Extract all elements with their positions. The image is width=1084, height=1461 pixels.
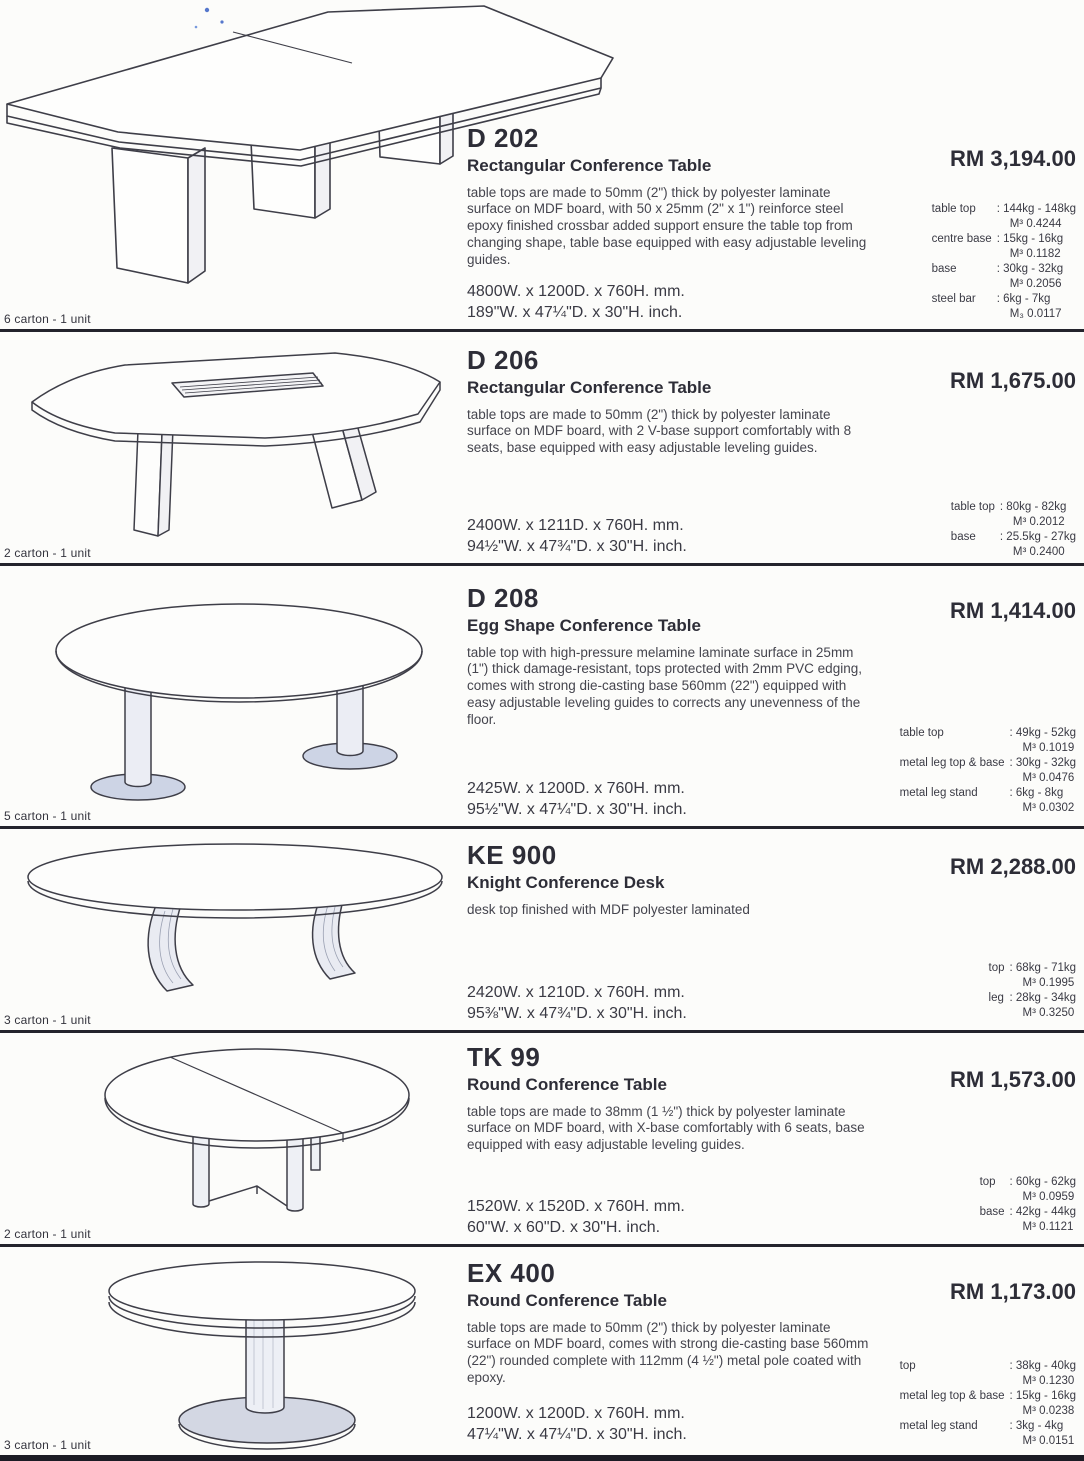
- spec-value: : 28kg - 34kg: [1009, 991, 1076, 1004]
- conference-table-drawing: [75, 1038, 440, 1240]
- spec-label: table top: [931, 203, 976, 215]
- spec-label: base: [950, 530, 976, 543]
- spec-volume: M³ 0.4244: [1009, 217, 1062, 230]
- product-name: Round Conference Table: [467, 1074, 667, 1094]
- product-row: [0, 829, 1084, 1033]
- spec-volume: M³ 0.1121: [1022, 1220, 1074, 1233]
- spec-volume: M³ 0.2012: [1012, 515, 1065, 528]
- price: RM 1,675.00: [950, 368, 1076, 393]
- dimensions: [467, 779, 687, 820]
- model-number: D 208: [467, 583, 539, 613]
- dimensions-mm: 1200W. x 1200D. x 760H. mm.: [467, 1405, 685, 1423]
- spec-value: : 6kg - 8kg: [1009, 786, 1064, 799]
- product-row: [0, 0, 1084, 332]
- spec-value: : 60kg - 62kg: [1009, 1176, 1076, 1188]
- price: RM 1,173.00: [950, 1279, 1076, 1304]
- carton-info: 2 carton - 1 unit: [4, 1227, 91, 1241]
- spec-volume: M³ 0.1230: [1022, 1374, 1075, 1387]
- spec-volume: M³ 0.0959: [1022, 1190, 1075, 1203]
- product-description: table top with high-pressure melamine laminate surface in 25mm (1") thick damage-resistant, tops protected with 2mm PVC edging, comes with strong die-casting base 560mm (22") equipped with easy adjustable leveling guides to corrects any unevenness of the floor.: [467, 644, 862, 727]
- spec-value: : 30kg - 32kg: [1009, 756, 1076, 769]
- dimensions: [467, 983, 687, 1024]
- spec-label: metal leg top & base: [899, 1389, 1005, 1402]
- product-description: table tops are made to 50mm (2") thick by polyester laminate surface on MDF board, with 50 x 25mm (2" x 1") reinforce steel epoxy finished crossbar added support ensure the table top from changing shape, table base equipped with easy adjustable leveling guides.: [467, 184, 867, 267]
- product-row: [0, 566, 1084, 829]
- spec-label: metal leg top & base: [899, 756, 1005, 769]
- model-number: TK 99: [467, 1042, 541, 1072]
- dimensions-mm: 4800W. x 1200D. x 760H. mm.: [467, 283, 685, 301]
- spec-volume: M³ 0.0238: [1022, 1404, 1075, 1417]
- carton-info: 2 carton - 1 unit: [4, 546, 91, 560]
- spec-value: : 15kg - 16kg: [996, 232, 1064, 245]
- dimensions: [467, 516, 687, 557]
- spec-label: top: [899, 1360, 916, 1372]
- spec-value: : 15kg - 16kg: [1009, 1389, 1076, 1402]
- dimensions-mm: 2400W. x 1211D. x 760H. mm.: [467, 517, 684, 535]
- dimensions: [467, 1197, 685, 1238]
- price: RM 1,573.00: [950, 1067, 1076, 1092]
- model-number: D 202: [467, 123, 539, 153]
- spec-value: : 49kg - 52kg: [1009, 727, 1076, 739]
- spec-volume: M³ 0.2400: [1012, 545, 1065, 558]
- spec-volume: M³ 0.2056: [1009, 277, 1062, 290]
- spec-value: : 38kg - 40kg: [1009, 1360, 1076, 1372]
- model-number: KE 900: [467, 840, 557, 870]
- spec-label: metal leg stand: [899, 1419, 978, 1432]
- price: RM 3,194.00: [950, 146, 1076, 171]
- spec-value: : 144kg - 148kg: [996, 203, 1076, 215]
- spec-label: top: [979, 1176, 996, 1188]
- spec-list: [951, 500, 1076, 560]
- spec-list: [900, 1359, 1076, 1449]
- product-row: [0, 1033, 1084, 1247]
- spec-volume: M³ 0.1182: [1009, 247, 1061, 260]
- spec-value: : 68kg - 71kg: [1009, 962, 1076, 974]
- spec-volume: M³ 0.1995: [1022, 976, 1075, 989]
- spec-label: table top: [899, 727, 944, 739]
- product-name: Rectangular Conference Table: [467, 377, 712, 397]
- product-name: Rectangular Conference Table: [467, 155, 712, 175]
- dimensions: [467, 282, 685, 323]
- spec-label: leg: [988, 991, 1004, 1004]
- spec-value: : 42kg - 44kg: [1009, 1205, 1076, 1218]
- spec-value: : 3kg - 4kg: [1009, 1419, 1064, 1432]
- spec-volume: M³ 0.3250: [1022, 1006, 1075, 1019]
- dimensions-inch: 95½"W. x 47¼"D. x 30"H. inch.: [467, 800, 687, 818]
- carton-info: 3 carton - 1 unit: [4, 1438, 91, 1452]
- price: RM 1,414.00: [950, 598, 1076, 623]
- model-number: EX 400: [467, 1258, 556, 1288]
- spec-volume: M³ 0.0476: [1022, 771, 1075, 784]
- spec-volume: M³ 0.1019: [1022, 741, 1075, 754]
- spec-value: : 25.5kg - 27kg: [999, 530, 1076, 543]
- conference-table-drawing: [10, 340, 455, 552]
- conference-table-drawing: [20, 594, 460, 824]
- spec-label: steel bar: [931, 292, 976, 305]
- dimensions-inch: 94½"W. x 47¾"D. x 30"H. inch.: [467, 537, 687, 555]
- dimensions-mm: 1520W. x 1520D. x 760H. mm.: [467, 1198, 685, 1216]
- product-description: desk top finished with MDF polyester laminated: [467, 901, 750, 917]
- spec-volume: M³ 0.0151: [1022, 1434, 1075, 1447]
- carton-info: 5 carton - 1 unit: [4, 809, 91, 823]
- model-number: D 206: [467, 345, 539, 375]
- dimensions-mm: 2425W. x 1200D. x 760H. mm.: [467, 780, 685, 798]
- carton-info: 6 carton - 1 unit: [4, 312, 91, 326]
- spec-label: top: [988, 962, 1005, 974]
- product-row: [0, 1247, 1084, 1461]
- conference-table-drawing: [100, 1255, 435, 1453]
- dimensions-inch: 47¼"W. x 47¼"D. x 30"H. inch.: [467, 1425, 687, 1443]
- carton-info: 3 carton - 1 unit: [4, 1013, 91, 1027]
- dimensions: [467, 1404, 687, 1445]
- product-name: Knight Conference Desk: [467, 872, 665, 892]
- dimensions-mm: 2420W. x 1210D. x 760H. mm.: [467, 984, 685, 1002]
- spec-list: [900, 726, 1076, 816]
- spec-volume: M₃ 0.0117: [1009, 307, 1062, 320]
- spec-value: : 30kg - 32kg: [996, 262, 1064, 275]
- conference-desk-drawing: [15, 841, 460, 1013]
- product-name: Round Conference Table: [467, 1290, 667, 1310]
- spec-label: base: [931, 262, 957, 275]
- product-description: table tops are made to 50mm (2") thick by polyester laminate surface on MDF board, comes with strong die-casting base 560mm (22") rounded complete with 112mm (4 ½") metal pole coated with epoxy.: [467, 1319, 869, 1385]
- product-description: table tops are made to 38mm (1 ½") thick by polyester laminate surface on MDF board, with X-base comfortably with 6 seats, base equipped with easy adjustable leveling guides.: [467, 1103, 865, 1153]
- dimensions-inch: 189"W. x 47¼"D. x 30"H. inch.: [467, 303, 683, 321]
- spec-label: centre base: [931, 232, 992, 245]
- spec-volume: M³ 0.0302: [1022, 801, 1075, 814]
- spec-list: [980, 1175, 1076, 1235]
- spec-list: [989, 961, 1076, 1021]
- product-name: Egg Shape Conference Table: [467, 615, 701, 635]
- spec-list: [932, 202, 1076, 322]
- price: RM 2,288.00: [950, 854, 1076, 879]
- spec-label: table top: [950, 501, 995, 513]
- product-row: [0, 332, 1084, 566]
- product-description: table tops are made to 50mm (2") thick by polyester laminate surface on MDF board, with 2 V-base support comfortably with 8 seats, base equipped with easy adjustable leveling guides.: [467, 406, 852, 456]
- spec-value: : 80kg - 82kg: [999, 501, 1067, 513]
- spec-label: base: [979, 1205, 1005, 1218]
- dimensions-inch: 60"W. x 60"D. x 30"H. inch.: [467, 1218, 661, 1236]
- spec-value: : 6kg - 7kg: [996, 292, 1051, 305]
- spec-label: metal leg stand: [899, 786, 978, 799]
- dimensions-inch: 95⅜"W. x 47¾"D. x 30"H. inch.: [467, 1004, 687, 1022]
